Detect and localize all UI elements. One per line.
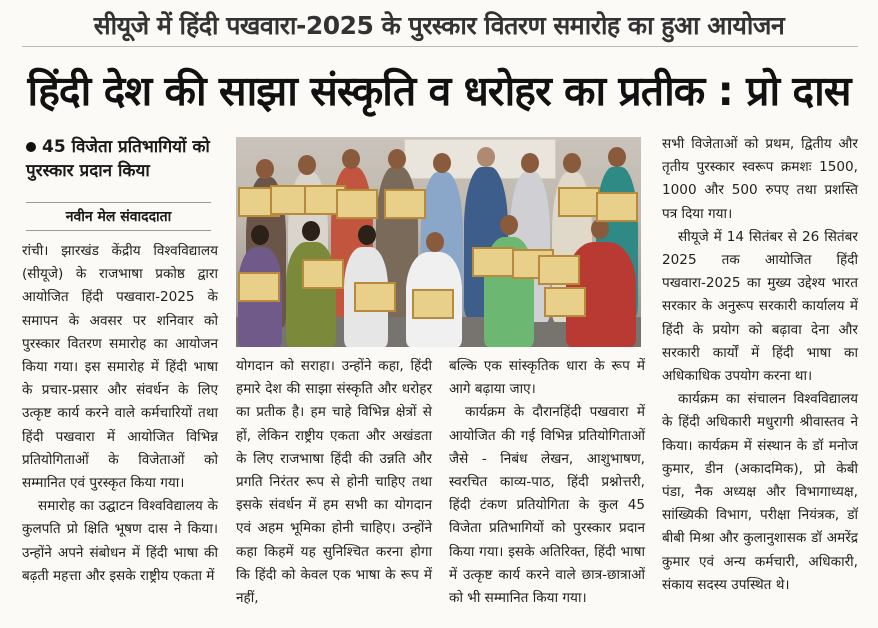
head [608,147,626,167]
article-column-2 [236,355,432,610]
paragraph: सीयूजे में 14 सितंबर से 26 सितंबर 2025 तक आयोजित हिंदी पखवारा-2025 का मुख्य उद्देश्य भारत सरकार के अनुरूप सरकारी कार्यालय में हिंदी के प्रयोग को बढ़ावा देना और सरकारी कार्यों में हिंदी भाषा का अधिकाधिक उपयोग करना था। [662,228,858,385]
paragraph: सभी विजेताओं को प्रथम, द्वितीय और तृतीय पुरस्कार स्वरूप क्रमशः 1500, 1000 और 500 रुपए तथा प्रशस्ति पत्र दिया गया। [662,136,858,222]
article-column-1 [22,240,218,588]
head [500,215,518,235]
head [342,149,360,169]
bullet-icon [26,142,36,152]
head [477,147,495,167]
group-photo [236,137,641,347]
paragraph: कार्यक्रम के दौरानहिंदी पखवारा में आयोजित की गई विभिन्न प्रतियोगिताओं जैसे - निबंध लेखन, आशुभाषण, स्वरचित काव्य-पाठ, हिंदी प्रश्नोत्तरी, हिंदी टंकण प्रतियोगिता के कुल 45 विजेता प्रतिभागियों को पुरस्कार प्रदान किया गया। इसके अतिरिक्त, हिंदी भाषा में उत्कृष्ट कार्य करने वाले छात्र-छात्राओं को भी सम्मानित किया गया। [449,404,645,607]
highlight-text: 45 विजेता प्रतिभागियों को पुरस्कार प्रदान किया [26,137,210,181]
certificate [354,282,396,312]
divider [22,46,858,47]
head [256,159,274,179]
article-column-4 [662,133,858,597]
head [591,219,609,239]
article-column-3 [449,355,645,610]
head [433,153,451,173]
paragraph: योगदान को सराहा। उन्होंने कहा, हिंदी हमारे देश की साझा संस्कृति और धरोहर का प्रतीक है। हम चाहे विभिन्न क्षेत्रों से हों, लेकिन राष्ट्रीय एकता और अखंडता के लिए राजभाषा हिंदी की उन्नति और प्रगति निरंतर रूप से होनी चाहिए तथा इसके संवर्धन में हम सभी का योगदान एवं अहम भूमिका होनी चाहिए। उन्होंने कहा किहमें यह सुनिश्चित करना होगा कि हिंदी को केवल एक भाषा के रूप में नहीं, [236,358,432,607]
paragraph: समारोह का उद्घाटन विश्वविद्यालय के कुलपति प्रो क्षिति भूषण दास ने किया। उन्होंने अपने संबोधन में हिंदी भाषा की बढ़ती महत्ता और इसके राष्ट्रीय एकता में [22,498,218,584]
certificate [596,192,638,222]
certificate [384,189,426,219]
certificate [302,259,344,289]
certificate [472,247,514,277]
byline: नवीन मेल संवाददाता [26,202,211,231]
head [251,225,269,245]
head [521,153,539,173]
paragraph: बल्कि एक सांस्कृतिक धारा के रूप में आगे बढ़ाया जाए। [449,358,645,398]
certificate [238,272,280,302]
certificate [336,189,378,219]
paragraph: कार्यक्रम का संचालन विश्वविद्यालय के हिंदी अधिकारी मधुरागी श्रीवास्तव ने किया। कार्यक्रम में संस्थान के डॉ मनोज कुमार, डीन (अकादमिक), प्रो केबी पंडा, नैक अध्यक्ष और विभागाध्यक्ष, सांख्यिकी विभाग, परीक्षा नियंत्रक, डॉ बीबी मिश्रा और कुलानुशासक डॉ अमरेंद्र कुमार एवं अन्य कर्मचारी, अधिकारी, संकाय सदस्य उपस्थित थे। [662,391,858,593]
certificate [412,289,454,319]
highlight-box [26,135,211,183]
head [426,232,444,252]
head [563,153,581,173]
paragraph: रांची। झारखंड केंद्रीय विश्वविद्यालय (सीयूजे) के राजभाषा प्रकोष्ठ द्वारा आयोजित हिंदी पखवारा-2025 के समापन के अवसर पर शनिवार को पुरस्कार वितरण समारोह का आयोजन किया गया। इस समारोह में हिंदी भाषा के प्रचार-प्रसार और संवर्धन के लिए उत्कृष्ट कार्य करने वाले कर्मचारियों तथा हिंदी पखवारा में आयोजित विभिन्न प्रतियोगिताओं के विजेताओं को सम्मानित एवं पुरस्कृत किया गया। [22,243,218,492]
certificate [544,287,586,317]
certificate [558,187,600,217]
head [358,225,376,245]
person [286,242,336,347]
head [298,155,316,175]
head [388,149,406,169]
kicker-headline: सीयूजे में हिंदी पखवारा-2025 के पुरस्कार वितरण समारोह का हुआ आयोजन [93,11,785,40]
main-headline: हिंदी देश की साझा संस्कृति व धरोहर का प्रतीक : प्रो दास [27,67,851,115]
head [302,221,320,241]
certificate [538,255,580,285]
